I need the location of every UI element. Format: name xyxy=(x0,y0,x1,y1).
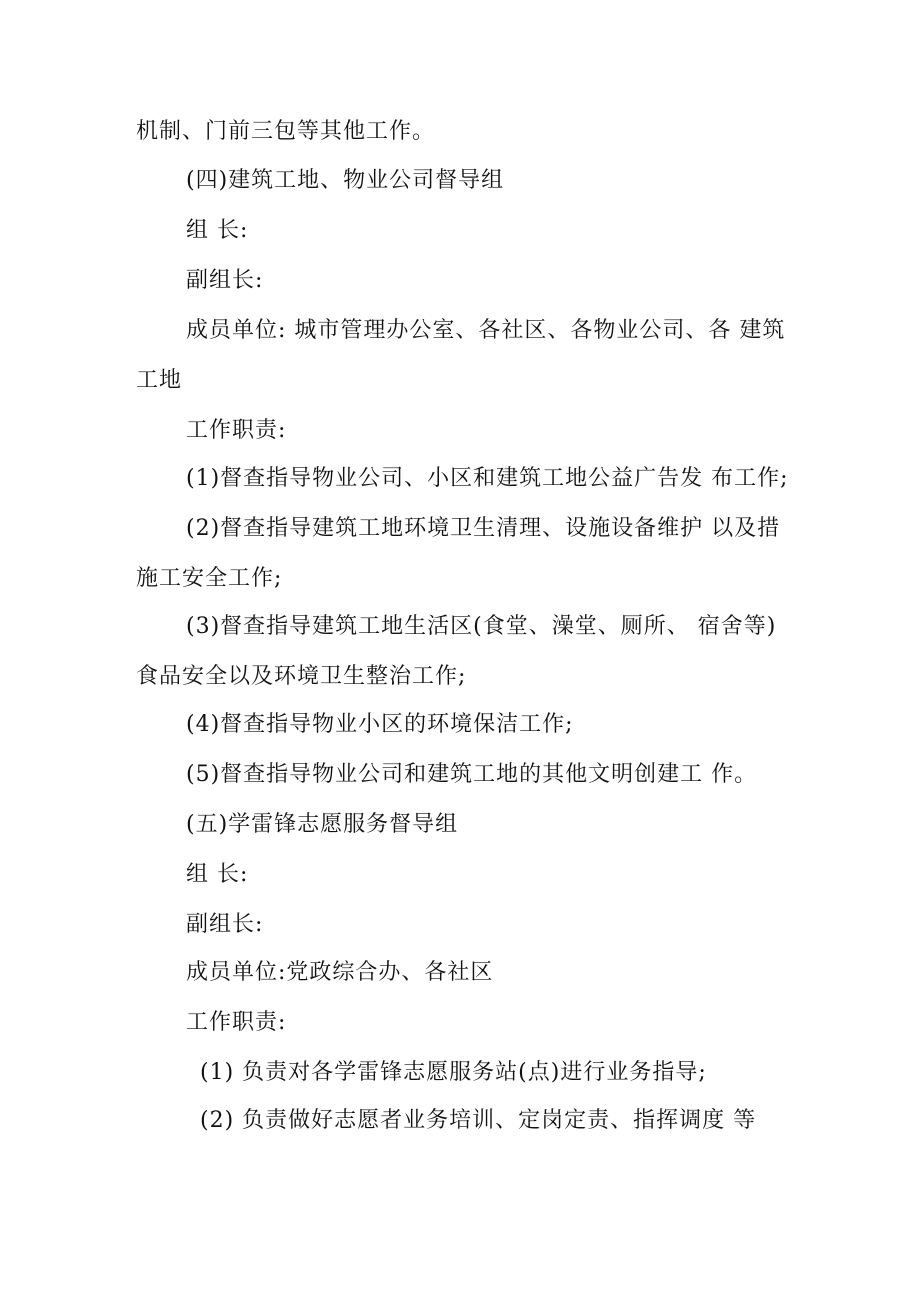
text-line: 工作职责: xyxy=(186,418,287,443)
text-line: 食品安全以及环境卫生整治工作; xyxy=(136,664,467,689)
text-line: 工地 xyxy=(136,368,183,393)
list-item: (4)督查指导物业小区的环境保洁工作; xyxy=(186,712,574,737)
text-line: 组 长: xyxy=(186,862,249,887)
text-line: 成员单位:党政综合办、各社区 xyxy=(186,960,494,985)
text-line: 机制、门前三包等其他工作。 xyxy=(136,119,436,144)
list-item: (5)督查指导物业公司和建筑工地的其他文明创建工 作。 xyxy=(186,762,758,787)
list-item: (1) 负责对各学雷锋志愿服务站(点)进行业务指导; xyxy=(200,1060,707,1085)
section-heading: (五)学雷锋志愿服务督导组 xyxy=(186,812,459,837)
list-item: (3)督查指导建筑工地生活区(食堂、澡堂、厕所、 宿舍等) xyxy=(186,614,777,639)
list-item: (2) 负责做好志愿者业务培训、定岗定责、指挥调度 等 xyxy=(200,1108,757,1133)
list-item: (1)督查指导物业公司、小区和建筑工地公益广告发 布工作; xyxy=(186,466,789,491)
section-heading: (四)建筑工地、物业公司督导组 xyxy=(186,168,505,193)
text-line: 工作职责: xyxy=(186,1010,287,1035)
text-line: 施工安全工作; xyxy=(136,566,283,591)
text-line: 副组长: xyxy=(186,268,264,293)
text-line: 副组长: xyxy=(186,912,264,937)
list-item: (2)督查指导建筑工地环境卫生清理、设施设备维护 以及措 xyxy=(186,516,781,541)
text-line: 组 长: xyxy=(186,218,249,243)
text-line: 成员单位: 城市管理办公室、各社区、各物业公司、各 建筑 xyxy=(186,318,786,343)
